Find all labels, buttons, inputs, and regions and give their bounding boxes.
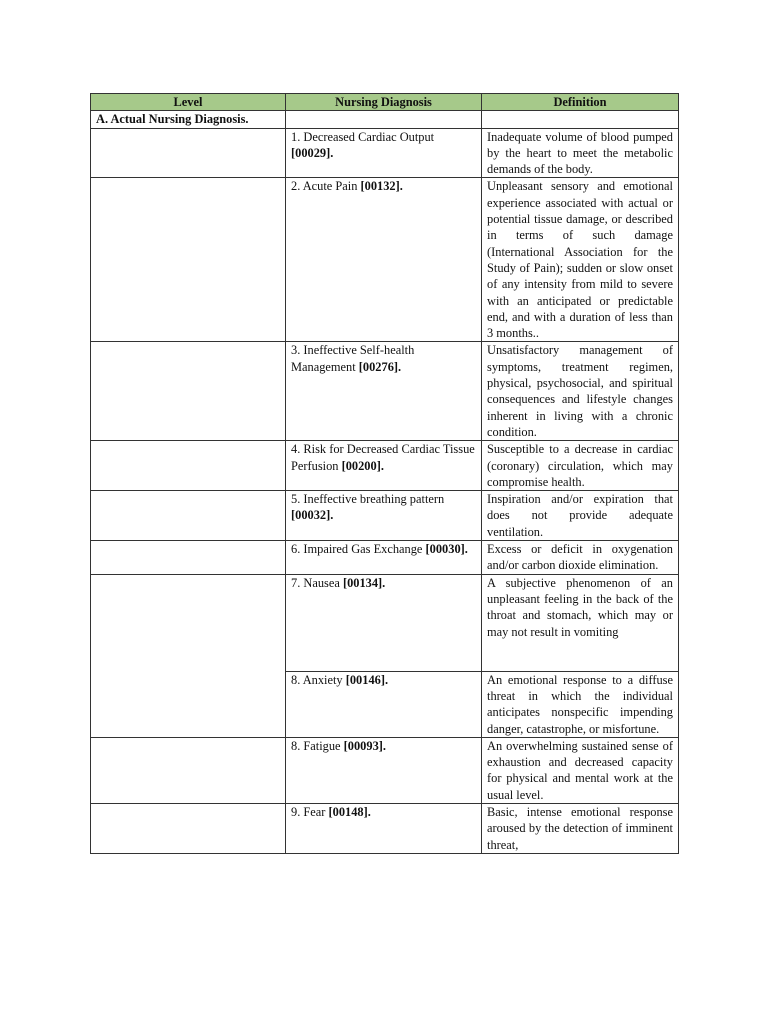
diagnosis-code: [00093]. (343, 738, 386, 753)
table-row (91, 342, 679, 441)
table-row (91, 491, 679, 541)
diagnosis-cell (286, 441, 482, 491)
level-cell (91, 574, 286, 737)
diagnosis-cell (286, 803, 482, 853)
diagnosis-code: [00276]. (358, 359, 402, 374)
header-definition: Definition (482, 94, 679, 111)
level-cell (91, 491, 286, 541)
diagnosis-cell (286, 342, 482, 441)
level-cell (91, 441, 286, 491)
table-row (91, 441, 679, 491)
diagnosis-cell (286, 574, 482, 671)
diagnosis-code: [00132]. (360, 179, 403, 194)
table-row (91, 178, 679, 342)
diagnosis-name: 2. Acute Pain (291, 179, 361, 194)
diagnosis-code: [00032]. (291, 508, 334, 523)
nursing-diagnosis-table (90, 93, 679, 854)
diagnosis-name: 3. Ineffective Self-health Management (291, 343, 415, 374)
diagnosis-code: [00200]. (341, 458, 384, 473)
definition-cell: Inspiration and/or expiration that does not provide adequate ventilation. (482, 491, 679, 541)
diagnosis-cell (286, 541, 482, 575)
definition-cell: An overwhelming sustained sense of exhaustion and decreased capacity for physical and mental work at the usual level. (482, 737, 679, 803)
definition-cell: Unpleasant sensory and emotional experience associated with actual or potential tissue damage, or described in terms of such damage (International Association for the Study of Pain); sudden or slow onset of any intensity from mild to severe with an anticipated or predictable end, and with a duration of less than 3 months.. (482, 178, 679, 342)
diagnosis-name: 8. Fatigue (291, 738, 344, 753)
level-cell (91, 541, 286, 575)
diagnosis-code: [00134]. (342, 575, 386, 590)
table-row (91, 737, 679, 803)
diagnosis-cell (286, 128, 482, 178)
table-row (91, 128, 679, 178)
diagnosis-cell (286, 671, 482, 737)
diagnosis-name: 5. Ineffective breathing pattern (291, 492, 445, 507)
section-label: A. Actual Nursing Diagnosis. (91, 111, 286, 128)
definition-cell: Unsatisfactory management of symptoms, treatment regimen, physical, psychosocial, and spiritual consequences and lifestyle changes inherent in living with a chronic condition. (482, 342, 679, 441)
diagnosis-name: 4. Risk for Decreased Cardiac Tissue Perfusion (291, 442, 475, 473)
diagnosis-cell (286, 491, 482, 541)
diagnosis-name: 6. Impaired Gas Exchange (291, 542, 426, 557)
level-cell (91, 342, 286, 441)
header-level: Level (91, 94, 286, 111)
header-row (91, 94, 679, 111)
definition-cell: Susceptible to a decrease in cardiac (coronary) circulation, which may compromise health. (482, 441, 679, 491)
table-row (91, 803, 679, 853)
diagnosis-code: [00029]. (291, 145, 334, 160)
diagnosis-cell (286, 178, 482, 342)
level-cell (91, 737, 286, 803)
diagnosis-cell (286, 737, 482, 803)
level-cell (91, 803, 286, 853)
diagnosis-name: 9. Fear (291, 804, 329, 819)
definition-cell: Basic, intense emotional response aroused by the detection of imminent threat, (482, 803, 679, 853)
level-cell (91, 178, 286, 342)
diagnosis-name: 8. Anxiety (291, 672, 346, 687)
section-row (91, 111, 679, 128)
diagnosis-code: [00030]. (425, 542, 468, 557)
table-row (91, 574, 679, 671)
definition-cell: An emotional response to a diffuse threat in which the individual anticipates nonspecific impending danger, catastrophe, or misfortune. (482, 671, 679, 737)
empty-cell (286, 111, 482, 128)
diagnosis-code: [00148]. (328, 804, 371, 819)
definition-cell: A subjective phenomenon of an unpleasant feeling in the back of the throat and stomach, which may or may not result in vomiting (482, 574, 679, 671)
diagnosis-code: [00146]. (345, 672, 389, 687)
header-nursing-diagnosis: Nursing Diagnosis (286, 94, 482, 111)
level-cell (91, 128, 286, 178)
table-row (91, 541, 679, 575)
empty-cell (482, 111, 679, 128)
definition-cell: Inadequate volume of blood pumped by the heart to meet the metabolic demands of the body. (482, 128, 679, 178)
diagnosis-name: 1. Decreased Cardiac Output (291, 129, 435, 144)
diagnosis-name: 7. Nausea (291, 575, 343, 590)
definition-cell: Excess or deficit in oxygenation and/or carbon dioxide elimination. (482, 541, 679, 575)
